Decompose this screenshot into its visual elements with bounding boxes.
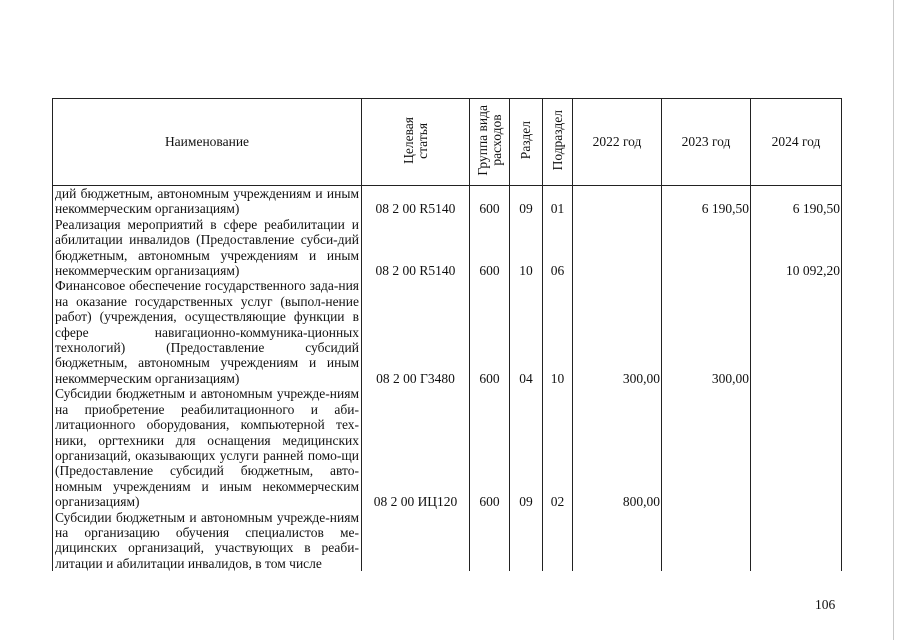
row-article (362, 510, 470, 572)
row-value-2024 (751, 278, 842, 386)
row-article: 08 2 00 ИЦ120 (362, 386, 470, 509)
row-section (510, 510, 543, 572)
row-subsection (543, 510, 573, 572)
row-group: 600 (470, 278, 510, 386)
table-row (53, 510, 842, 572)
row-name: Финансовое обеспечение государственного зада-ния на оказание государственных услуг (выпол-нение работ) (учреждения, осуществляющие функции в сфере навигационно-коммуника-ционных технологий) (Предоставление субсидий бюджетным, автономным учреждениям и иным некоммерческим организациям) (53, 278, 362, 386)
row-group: 600 (470, 186, 510, 217)
row-name: Реализация мероприятий в сфере реабилитации и абилитации инвалидов (Предоставление субси-дий бюджетным, автономным учреждениям и иным некоммерческим организациям) (53, 217, 362, 279)
row-article: 08 2 00 R5140 (362, 186, 470, 217)
table-row (53, 217, 842, 279)
row-subsection: 06 (543, 217, 573, 279)
row-value-2024: 6 190,50 (751, 186, 842, 217)
header-target-article: Целевая статья (362, 99, 470, 186)
row-article: 08 2 00 R5140 (362, 217, 470, 279)
budget-table (52, 98, 842, 571)
row-value-2024: 10 092,20 (751, 217, 842, 279)
page-edge-line (893, 0, 894, 640)
row-subsection: 10 (543, 278, 573, 386)
row-value-2023: 300,00 (662, 278, 751, 386)
header-name: Наименование (53, 99, 362, 186)
row-value-2023: 6 190,50 (662, 186, 751, 217)
row-section: 04 (510, 278, 543, 386)
page-number: 106 (815, 597, 836, 612)
row-name: дий бюджетным, автономным учреждениям и иным некоммерческим организациям) (53, 186, 362, 217)
row-group: 600 (470, 217, 510, 279)
row-name: Субсидии бюджетным и автономным учрежде-ниям на приобретение реабилитационного и аби-литационного оборудования, компьютерной тех-ники, оргтехники для оснащения медицинских организаций, оказывающих услуги ранней помо-щи (Предоставление субсидий бюджетным, авто-номным учреждениям и иным некоммерческим организациям) (53, 386, 362, 509)
row-value-2022: 300,00 (573, 278, 662, 386)
row-value-2023 (662, 510, 751, 572)
row-value-2022 (573, 217, 662, 279)
row-section: 10 (510, 217, 543, 279)
row-name: Субсидии бюджетным и автономным учрежде-ниям на организацию обучения специалистов ме-дицинских организаций, участвующих в реаби-литации и абилитации инвалидов, в том числе (53, 510, 362, 572)
row-section: 09 (510, 386, 543, 509)
row-value-2023 (662, 386, 751, 509)
row-section: 09 (510, 186, 543, 217)
row-group: 600 (470, 386, 510, 509)
header-year-2022: 2022 год (573, 99, 662, 186)
table-row (53, 278, 842, 386)
header-section: Раздел (510, 99, 543, 186)
header-year-2024: 2024 год (751, 99, 842, 186)
header-subsection: Подраздел (543, 99, 573, 186)
header-expense-group: Группа вида расходов (470, 99, 510, 186)
row-value-2022 (573, 186, 662, 217)
row-subsection: 02 (543, 386, 573, 509)
header-year-2023: 2023 год (662, 99, 751, 186)
table-header-row (53, 99, 842, 186)
row-value-2022 (573, 510, 662, 572)
table-row (53, 386, 842, 509)
row-value-2024 (751, 386, 842, 509)
table-row (53, 186, 842, 217)
row-article: 08 2 00 Г3480 (362, 278, 470, 386)
row-value-2023 (662, 217, 751, 279)
row-value-2024 (751, 510, 842, 572)
row-group (470, 510, 510, 572)
row-value-2022: 800,00 (573, 386, 662, 509)
row-subsection: 01 (543, 186, 573, 217)
